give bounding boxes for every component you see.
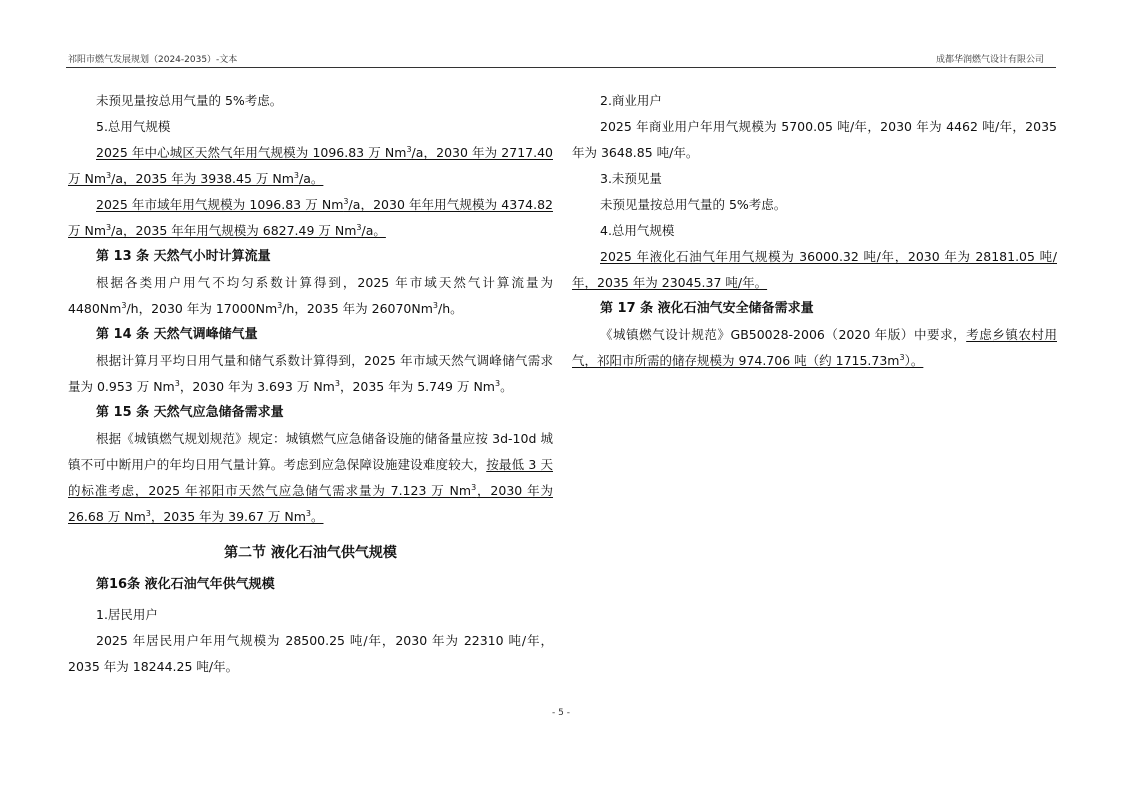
page-number: - 5 - — [552, 708, 570, 718]
paragraph: 未预见量按总用气量的 5%考虑。 — [600, 197, 787, 212]
article-heading: 第 14 条 天然气调峰储气量 — [96, 327, 258, 342]
underlined-text: 2025 年中心城区天然气年用气规模为 1096.83 万 Nm$^3$/a，2030 年为 2717.40 万 Nm$^3$/a，2035 年为 3938.45 万 Nm$^3$/a。 — [68, 144, 553, 186]
section-heading: 第二节 液化石油气供气规模 — [224, 545, 397, 561]
paragraph: 根据各类用户用气不均匀系数计算得到，2025 年市域天然气计算流量为 4480Nm$^3$/h，2030 年为 17000Nm$^3$/h，2035 年为 26070Nm$^3$/h。 — [68, 275, 553, 316]
paragraph: 《城镇燃气设计规范》GB50028-2006（2020 年版）中要求，考虑乡镇农村用气，祁阳市所需的储存规模为 974.706 吨（约 $1715.73m^3$）。 — [572, 327, 1057, 368]
paragraph: 未预见量按总用气量的 5%考虑。 — [96, 93, 283, 108]
subheading: 2.商业用户 — [600, 93, 662, 108]
underlined-text: 2025 年市域年用气规模为 1096.83 万 Nm$^3$/a，2030 年年用气规模为 4374.82 万 Nm$^3$/a，2035 年年用气规模为 6827.49 万 Nm$^3$/a。 — [68, 196, 553, 238]
left-column — [68, 88, 553, 680]
header-rule — [66, 67, 1056, 68]
subheading: 1.居民用户 — [96, 607, 158, 622]
subheading: 3.未预见量 — [600, 171, 662, 186]
paragraph: 2025 年居民用户年用气规模为 28500.25 吨/年，2030 年为 22310 吨/年，2035 年为 18244.25 吨/年。 — [68, 633, 553, 674]
paragraph — [68, 192, 553, 244]
subheading: 5.总用气规模 — [96, 119, 171, 134]
paragraph — [68, 140, 553, 192]
paragraph: 根据《城镇燃气规划规范》规定：城镇燃气应急储备设施的储备量应按 3d-10d 城镇不可中断用户的年均日用气量计算。考虑到应急保障设施建设难度较大，按最低 3 天的标准考虑，2025 年祁阳市天然气应急储气需求量为 7.123 万 Nm$^3$，2030 年为 26.68 万 Nm$^3$，2035 年为 39.67 万 Nm$^3$。 — [68, 431, 553, 524]
paragraph — [572, 244, 1057, 296]
paragraph: 2025 年商业用户年用气规模为 5700.05 吨/年，2030 年为 4462 吨/年，2035 年为 3648.85 吨/年。 — [572, 119, 1057, 160]
underlined-text: 按最低 3 天的标准考虑，2025 年祁阳市天然气应急储气需求量为 7.123 万 Nm$^3$，2030 年为 26.68 万 Nm$^3$，2035 年为 39.67 万 Nm$^3$。 — [68, 457, 553, 524]
underlined-text: 考虑乡镇农村用气，祁阳市所需的储存规模为 974.706 吨（约 $1715.73m^3$）。 — [572, 327, 1057, 368]
article-heading: 第 17 条 液化石油气安全储备需求量 — [600, 301, 814, 316]
article-heading: 第16条 液化石油气年供气规模 — [96, 577, 275, 592]
article-heading: 第 13 条 天然气小时计算流量 — [96, 249, 271, 264]
header-right-company: 成都华润燃气设计有限公司 — [935, 55, 1044, 65]
header-left-title: 祁阳市燃气发展规划（2024-2035）-文本 — [68, 55, 238, 65]
underlined-text: 2025 年液化石油气年用气规模为 36000.32 吨/年，2030 年为 28181.05 吨/年，2035 年为 23045.37 吨/年。 — [572, 249, 1057, 290]
paragraph: 根据计算月平均日用气量和储气系数计算得到，2025 年市域天然气调峰储气需求量为 0.953 万 Nm$^3$，2030 年为 3.693 万 Nm$^3$，2035 年为 5.749 万 Nm$^3$。 — [68, 353, 553, 394]
right-column — [572, 88, 1057, 374]
article-heading: 第 15 条 天然气应急储备需求量 — [96, 405, 284, 420]
subheading: 4.总用气规模 — [600, 223, 675, 238]
